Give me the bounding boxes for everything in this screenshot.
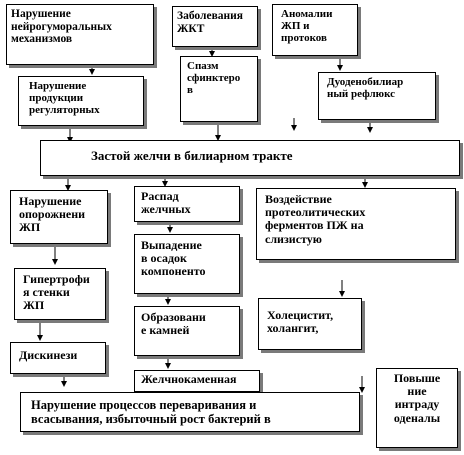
box-stone-formation: Образовани е камней bbox=[134, 306, 240, 356]
box-digestion-disorder: Нарушение процессов переваривания и всасывания, избыточный рост бактерий в bbox=[20, 392, 360, 432]
box-precipitation: Выпадение в осадок компоненто bbox=[134, 234, 240, 294]
box-bile-breakdown: Распад желчных bbox=[134, 186, 240, 222]
box-pancreatic-enzymes: Воздействие протеолитических ферментов ПЖ на слизистую bbox=[256, 188, 456, 260]
box-cholecystitis: Холецистит, холангит, bbox=[258, 298, 362, 350]
box-anomalies: Аномалии ЖП и протоков bbox=[272, 4, 358, 56]
box-dyskinesia: Дискинези bbox=[10, 342, 106, 374]
box-bile-stasis: Застой желчи в билиарном тракте bbox=[40, 140, 460, 176]
box-neurohumoral-disorder: Нарушение нейрогуморальных механизмов bbox=[6, 4, 154, 65]
box-gallstone-disease: Желчнокаменная bbox=[134, 370, 260, 392]
box-duodenobiliary-reflux: Дуоденобилиар ный рефлюкс bbox=[318, 72, 436, 120]
box-gi-diseases: Заболевания ЖКТ bbox=[172, 6, 258, 47]
box-wall-hypertrophy: Гипертрофи я стенки ЖП bbox=[14, 268, 106, 320]
box-regulatory-production: Нарушение продукции регуляторных bbox=[18, 76, 144, 126]
box-emptying-disorder: Нарушение опорожнени ЖП bbox=[10, 190, 108, 244]
box-sphincter-spasm: Спазм сфинктеро в bbox=[180, 56, 258, 122]
box-intraduodenal-pressure: Повыше ние интраду оденалы bbox=[376, 368, 458, 448]
